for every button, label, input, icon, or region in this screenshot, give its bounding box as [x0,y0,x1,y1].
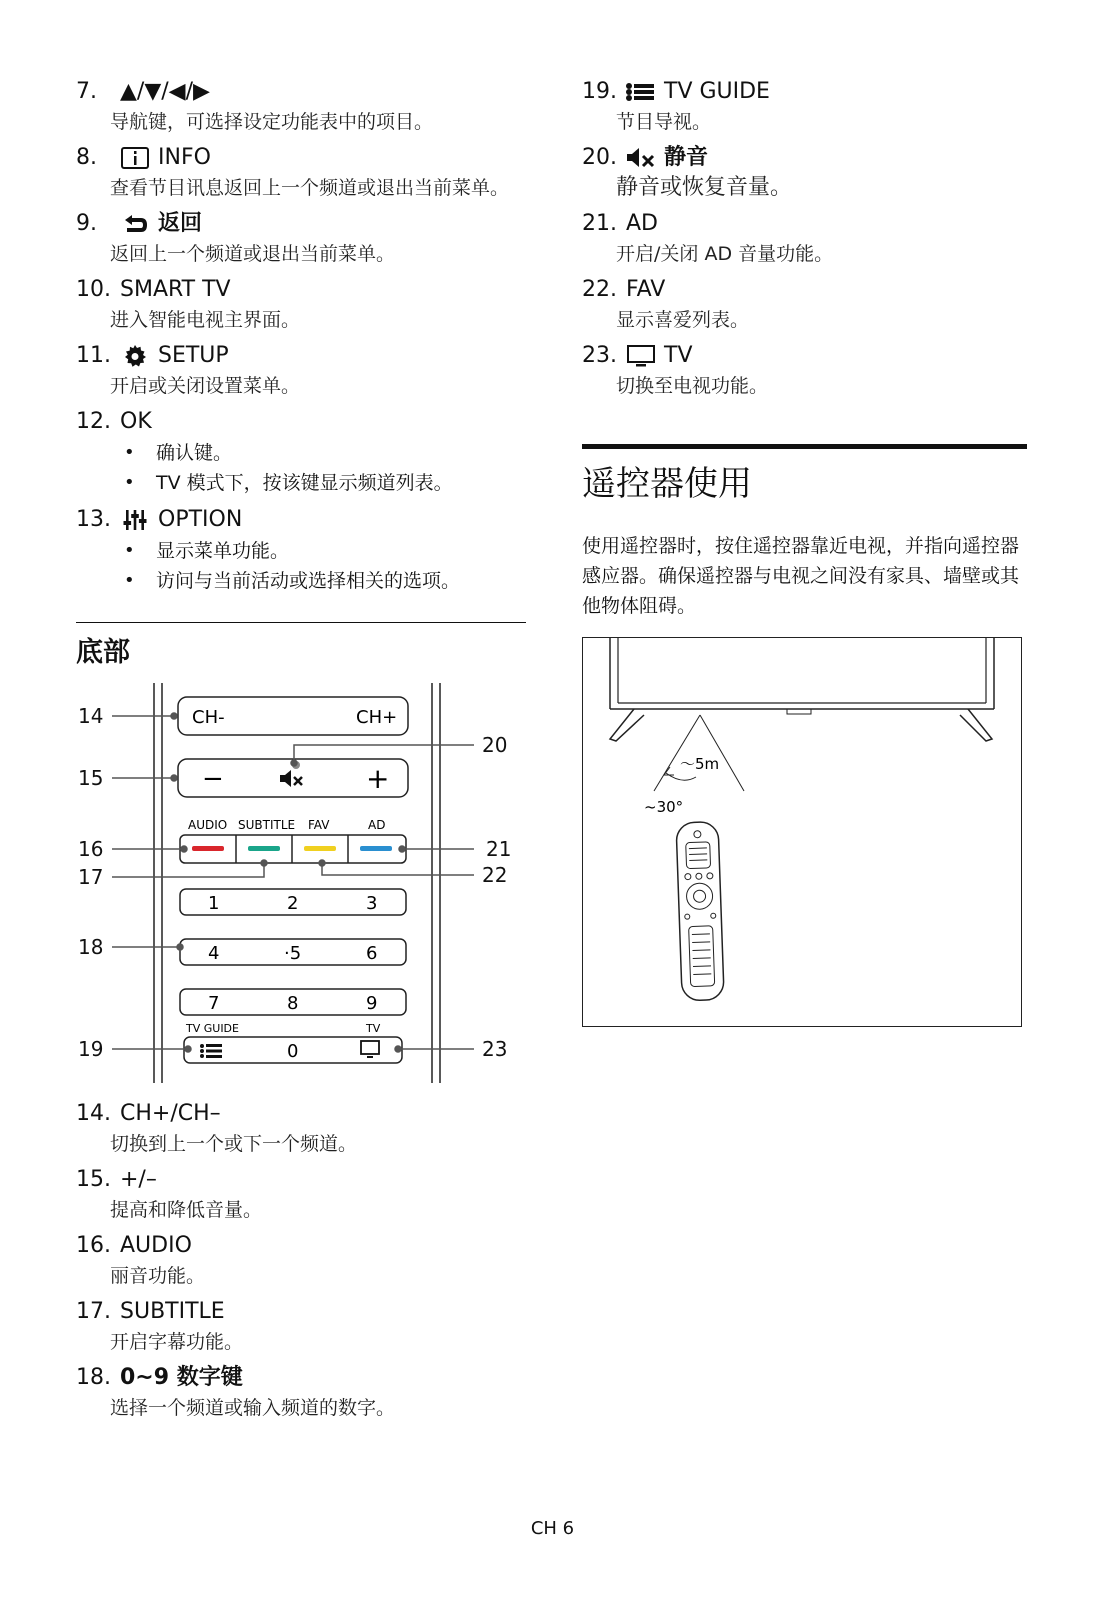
item-10 [76,274,526,334]
item-desc: 开启字幕功能。 [110,1331,244,1353]
item-8 [76,142,526,202]
item-title: FAV [626,277,666,302]
digit-9: 9 [366,993,378,1014]
item-title: AD [626,211,658,236]
digit-8: 8 [287,993,299,1014]
item-desc: 选择一个频道或输入频道的数字。 [110,1397,396,1419]
section-divider [582,444,1027,449]
remote-bottom-diagram [76,683,526,1098]
item-number: 13. [76,507,111,532]
item-number: 19. [582,79,617,104]
item-title: OPTION [158,507,243,532]
audio-label: AUDIO [188,818,228,832]
item-title: TV GUIDE [664,79,770,104]
remote-use-text: 使用遥控器时，按住遥控器靠近电视，并指向遥控器感应器。确保遥控器与电视之间没有家具、墙壁或其他物体阻碍。 [582,535,1020,617]
callout-20: 20 [482,733,508,757]
fav-label: FAV [308,818,330,832]
section-title-bottom: 底部 [76,637,130,668]
item-7 [76,76,526,136]
item-desc: 切换至电视功能。 [616,375,769,397]
item-14 [76,1098,526,1158]
callout-16: 16 [78,837,104,861]
item-desc: 静音或恢复音量。 [616,175,793,200]
item-title: TV [664,343,693,368]
item-title: SMART TV [120,277,231,302]
callout-14: 14 [78,704,104,728]
item-23 [582,340,1027,400]
back-icon [120,213,150,235]
item-18 [76,1362,526,1422]
item-title: OK [120,409,152,434]
item-title: SETUP [158,343,229,368]
tv-label: TV [366,1022,381,1035]
digit-1: 1 [208,893,220,914]
item-number: 17. [76,1299,111,1324]
item-title: 返回 [158,211,203,236]
bullet-item: • 显示菜单功能。 [76,536,526,566]
yellow-key [304,846,336,851]
callout-22: 22 [482,863,508,887]
item-title: 0~9 数字键 [120,1365,243,1390]
item-16 [76,1230,526,1290]
item-21 [582,208,1027,268]
item-desc: 导航键，可选择设定功能表中的项目。 [110,111,434,133]
tv-drawing [610,637,994,741]
subtitle-label: SUBTITLE [238,818,296,832]
item-desc: 返回上一个频道或退出当前菜单。 [110,243,396,265]
ch-minus-label: CH- [192,707,225,728]
remote-usage-diagram [582,637,1022,1027]
green-key [248,846,280,851]
item-number: 20. [582,145,617,170]
item-number: 7. [76,79,97,104]
item-15 [76,1164,526,1224]
item-number: 12. [76,409,111,434]
bullet-item: • 访问与当前活动或选择相关的选项。 [76,566,526,596]
section-divider [76,622,526,623]
item-13 [76,504,526,596]
digit-7: 7 [208,993,220,1014]
item-title: SUBTITLE [120,1299,225,1324]
item-number: 8. [76,145,97,170]
mute-icon [626,147,656,169]
ch-plus-label: CH+ [356,707,398,728]
item-desc: 进入智能电视主界面。 [110,309,301,331]
gear-icon [120,344,150,368]
page-number: CH 6 [530,1518,575,1539]
tv-icon [626,345,656,367]
item-number: 22. [582,277,617,302]
item-desc: 节目导视。 [616,111,712,133]
item-9 [76,208,526,268]
callout-15: 15 [78,766,104,790]
vol-plus-label: + [366,762,390,795]
info-icon [120,147,150,169]
digit-3: 3 [366,893,378,914]
item-desc: 切换到上一个或下一个频道。 [110,1133,358,1155]
item-desc: 开启/关闭 AD 音量功能。 [616,243,834,265]
callout-17: 17 [78,865,104,889]
item-desc: 显示喜爱列表。 [616,309,750,331]
digit-5: ·5 [284,943,302,964]
list-icon [626,82,656,102]
angle-label: ~30° [643,797,683,816]
bullet-item: • TV 模式下，按该键显示频道列表。 [76,468,526,498]
item-number: 14. [76,1101,111,1126]
item-desc: 查看节目讯息返回上一个频道或退出当前菜单。 [110,177,510,199]
item-number: 16. [76,1233,111,1258]
item-19 [582,76,1027,136]
item-number: 23. [582,343,617,368]
digit-2: 2 [287,893,299,914]
vol-minus-label: − [202,764,224,794]
item-20 [582,142,1027,202]
blue-key [360,846,392,851]
distance-label: ～5m [679,754,719,773]
digit-0: 0 [287,1041,299,1062]
right-column [582,76,1027,1027]
item-number: 18. [76,1365,111,1390]
item-number: 10. [76,277,111,302]
callout-23: 23 [482,1037,508,1061]
item-title: +/– [120,1167,157,1192]
option-icon [120,508,150,532]
item-title: CH+/CH– [120,1101,221,1126]
item-11 [76,340,526,400]
left-column [76,76,526,1428]
red-key [192,846,224,851]
item-desc: 开启或关闭设置菜单。 [110,375,301,397]
item-desc: 丽音功能。 [110,1265,206,1287]
item-title: ▲/▼/◀/▶ [120,79,210,104]
bullet-item: • 确认键。 [76,438,526,468]
callout-18: 18 [78,935,104,959]
section-title-remote-use: 遥控器使用 [582,464,752,504]
item-number: 9. [76,211,97,236]
item-title: AUDIO [120,1233,192,1258]
callout-19: 19 [78,1037,104,1061]
digit-4: 4 [208,943,220,964]
item-number: 15. [76,1167,111,1192]
digit-6: 6 [366,943,378,964]
ad-label: AD [368,818,386,832]
item-22 [582,274,1027,334]
item-number: 21. [582,211,617,236]
remote-drawing [676,821,724,1000]
item-number: 11. [76,343,111,368]
item-title: INFO [158,145,211,170]
item-17 [76,1296,526,1356]
item-12 [76,406,526,498]
item-title: 静音 [664,145,709,170]
callout-21: 21 [486,837,512,861]
tv-guide-label: TV GUIDE [186,1022,239,1035]
item-desc: 提高和降低音量。 [110,1199,263,1221]
list-icon [200,1044,222,1058]
